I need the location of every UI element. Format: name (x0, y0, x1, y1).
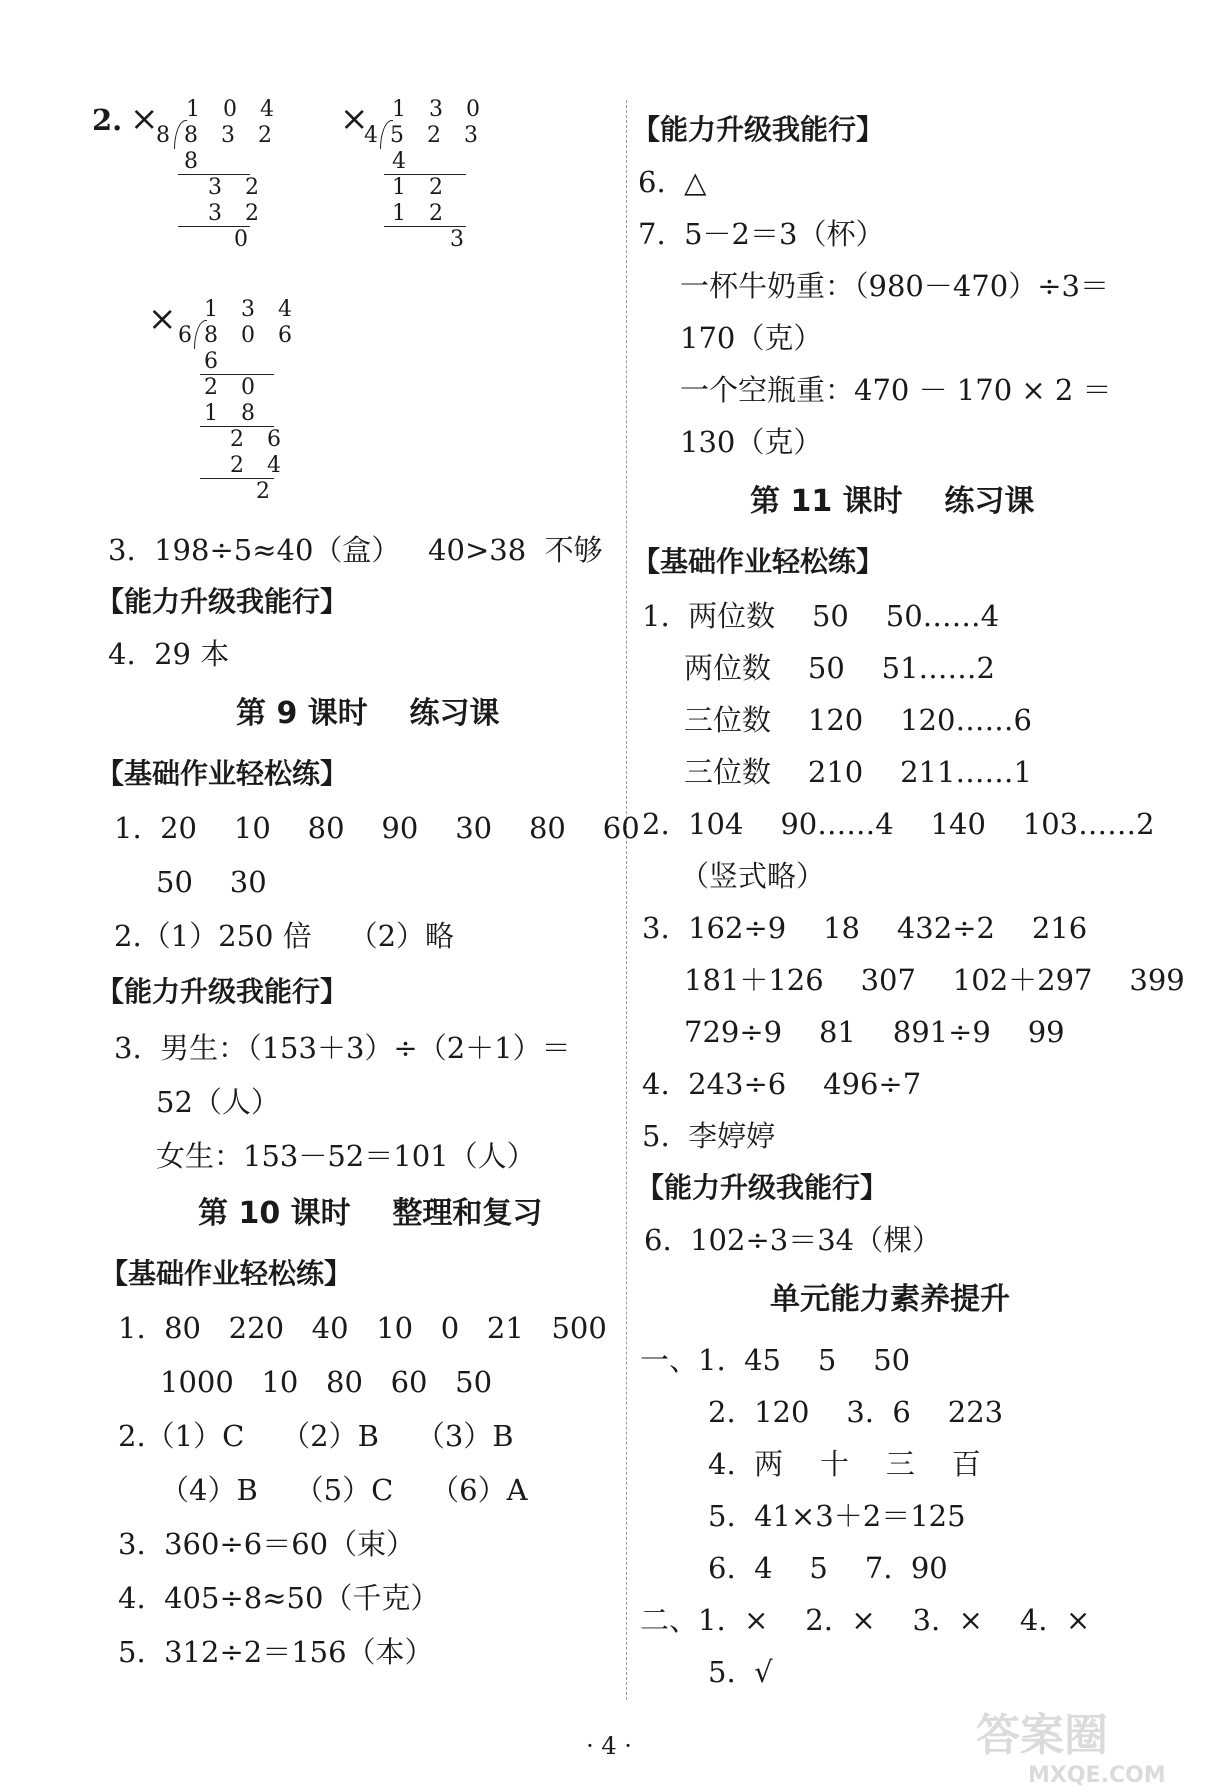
remainder: 0 (234, 227, 256, 252)
answer-line: （4）B （5）C （6）A (160, 1473, 528, 1507)
quotient: 1 0 4 (186, 97, 282, 122)
q3-answer: 3. 198÷5≈40（盒） 40>38 不够 (108, 533, 603, 567)
answer-line: 两位数 50 51……2 (684, 651, 995, 685)
watermark-text: 答案圈 (976, 1710, 1108, 1761)
long-division-3 (148, 296, 300, 526)
answer-line: 52（人） (156, 1085, 280, 1119)
answer-line: 1. 两位数 50 50……4 (642, 599, 1000, 633)
answer-line: 3. 男生：（153＋3）÷（2＋1）＝ (114, 1031, 571, 1065)
section-heading: 【能力升级我能行】 (632, 113, 885, 146)
wrong-mark-icon: × (130, 99, 159, 139)
answer-line: 2.（1）C （2）B （3）B (118, 1419, 514, 1453)
step-row: 1 2 (392, 201, 451, 226)
answer-line: 4. 243÷6 496÷7 (642, 1067, 922, 1101)
answer-line: 1. 80 220 40 10 0 21 500 (118, 1311, 607, 1345)
step-row: 6 (204, 349, 226, 374)
answer-line: 一个空瓶重：470 － 170 × 2 ＝ (680, 373, 1112, 407)
watermark-logo (968, 1698, 1198, 1788)
answer-line: 4. 两 十 三 百 (708, 1447, 981, 1481)
answer-line: 181＋126 307 102＋297 399 (684, 963, 1185, 997)
step-row: 4 (392, 149, 414, 174)
answer-line: 7. 5－2＝3（杯） (638, 217, 885, 251)
answer-line: 2. 104 90……4 140 103……2 (642, 807, 1155, 841)
section-heading: 【能力升级我能行】 (636, 1171, 889, 1204)
answer-line: 6. 4 5 7. 90 (708, 1551, 948, 1585)
step-row: 2 0 (204, 375, 263, 400)
page-number: · 4 · (586, 1732, 632, 1760)
step-row: 2 4 (230, 453, 289, 478)
answer-line: （竖式略） (680, 859, 826, 893)
long-division-2 (340, 96, 490, 256)
answer-line: 女生：153－52＝101（人） (156, 1139, 536, 1173)
answer-line: 729÷9 81 891÷9 99 (684, 1015, 1065, 1049)
section-heading: 【能力升级我能行】 (96, 585, 349, 618)
section-heading: 【能力升级我能行】 (96, 975, 349, 1008)
section-heading: 【基础作业轻松练】 (100, 1257, 353, 1290)
column-divider (626, 100, 627, 1700)
answer-line: 4. 405÷8≈50（千克） (118, 1581, 440, 1615)
step-row: 3 2 (208, 175, 267, 200)
lesson-9-title: 第 9 课时 练习课 (236, 696, 500, 731)
answer-line: 3. 360÷6＝60（束） (118, 1527, 416, 1561)
divisor: 4 (364, 123, 386, 148)
answer-line: 5. √ (708, 1655, 773, 1689)
quotient: 1 3 4 (204, 297, 300, 322)
answer-line: 50 30 (156, 865, 267, 899)
long-division-1 (130, 96, 282, 256)
quotient: 1 3 0 (392, 97, 488, 122)
answer-line: 3. 162÷9 18 432÷2 216 (642, 911, 1088, 945)
q2-label: 2. (92, 103, 123, 137)
wrong-mark-icon: × (148, 299, 177, 339)
step-row: 1 8 (204, 401, 263, 426)
answer-line: 二、1. × 2. × 3. × 4. × (640, 1603, 1091, 1637)
answer-line: 5. 312÷2＝156（本） (118, 1635, 434, 1669)
dividend: 8 3 2 (184, 123, 280, 148)
step-row: 1 2 (392, 175, 451, 200)
remainder: 2 (256, 479, 278, 504)
remainder: 3 (450, 227, 472, 252)
dividend: 5 2 3 (390, 123, 486, 148)
answer-line: 三位数 120 120……6 (684, 703, 1032, 737)
answer-line: 一、1. 45 5 50 (640, 1343, 911, 1377)
lesson-10-title: 第 10 课时 整理和复习 (198, 1196, 543, 1231)
answer-line: 5. 41×3＋2＝125 (708, 1499, 966, 1533)
answer-line: 2.（1）250 倍 （2）略 (114, 919, 455, 953)
answer-line: 170（克） (680, 321, 823, 355)
answer-line: 5. 李婷婷 (642, 1119, 776, 1153)
section-heading: 【基础作业轻松练】 (632, 545, 885, 578)
answer-line: 三位数 210 211……1 (684, 755, 1032, 789)
step-row: 2 6 (230, 427, 289, 452)
answer-line: 130（克） (680, 425, 823, 459)
answer-line: 2. 120 3. 6 223 (708, 1395, 1004, 1429)
answer-line: 6. 102÷3＝34（棵） (644, 1223, 942, 1257)
step-row: 8 (184, 149, 206, 174)
answer-line: 1000 10 80 60 50 (160, 1365, 493, 1399)
wrong-mark-icon: × (340, 99, 369, 139)
lesson-11-title: 第 11 课时 练习课 (750, 484, 1035, 519)
answer-line: 1. 20 10 80 90 30 80 60 (114, 811, 640, 845)
unit-title: 单元能力素养提升 (770, 1282, 1010, 1317)
dividend: 8 0 6 (204, 323, 300, 348)
divisor: 6 (178, 323, 200, 348)
section-heading: 【基础作业轻松练】 (96, 757, 349, 790)
answer-line: 一杯牛奶重：（980－470）÷3＝ (680, 269, 1109, 303)
divisor: 8 (156, 123, 178, 148)
watermark-url: MXQE.COM (1028, 1763, 1166, 1788)
step-row: 3 2 (208, 201, 267, 226)
answer-line: 6. △ (638, 165, 707, 199)
q4-answer: 4. 29 本 (108, 637, 230, 671)
